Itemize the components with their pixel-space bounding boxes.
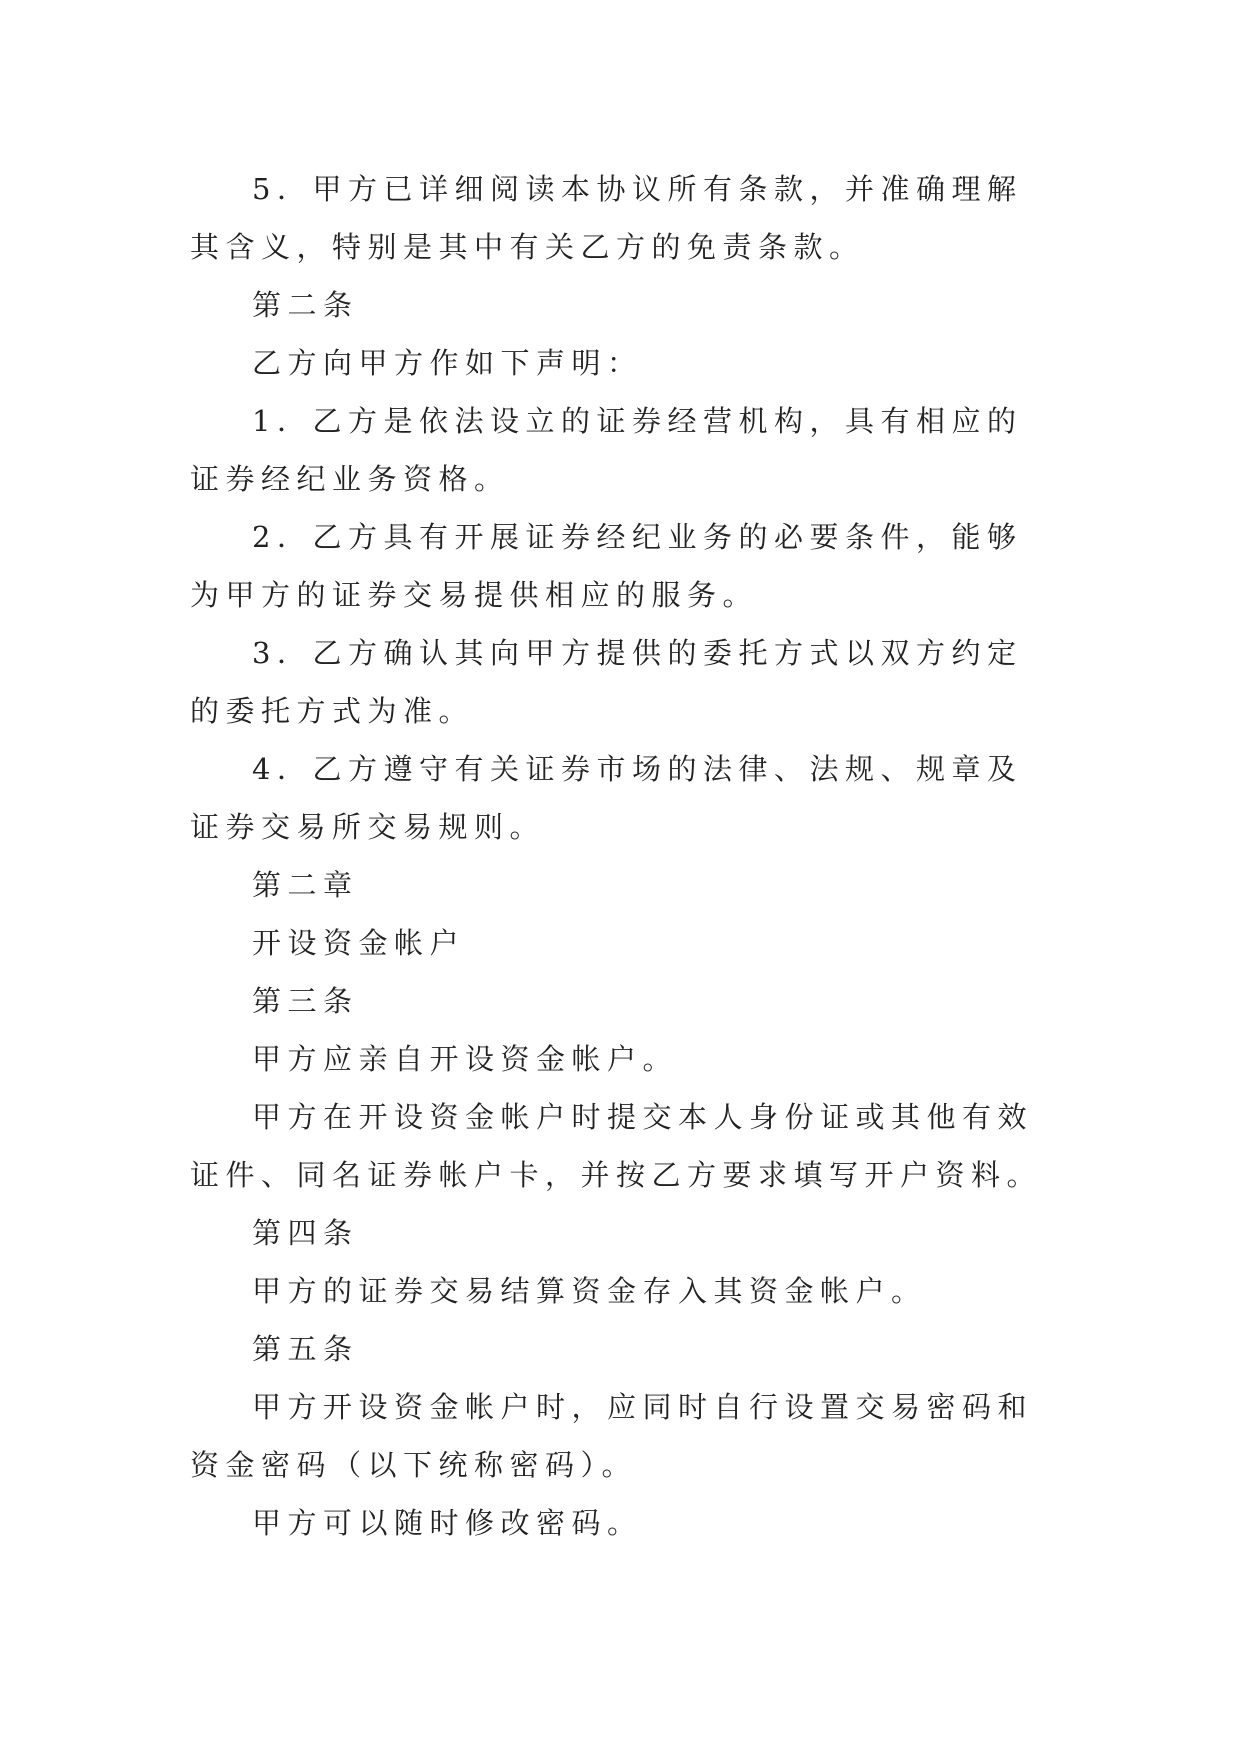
document-body (190, 160, 1050, 1552)
paragraph-clause-5: 5．甲方已详细阅读本协议所有条款，并准确理解其含义，特别是其中有关乙方的免责条款。 (190, 172, 1023, 264)
paragraph-article-5-2: 甲方可以随时修改密码。 (252, 1506, 643, 1540)
heading-article-3: 第三条 (252, 984, 359, 1018)
paragraph-declaration-3: 3．乙方确认其向甲方提供的委托方式以双方约定的委托方式为准。 (190, 636, 1023, 728)
paragraph-article-5-1: 甲方开设资金帐户时，应同时自行设置交易密码和资金密码（以下统称密码）。 (190, 1390, 1034, 1482)
heading-article-5: 第五条 (252, 1332, 359, 1366)
heading-chapter-2: 第二章 (252, 868, 359, 902)
paragraph-article-3-1: 甲方应亲自开设资金帐户。 (252, 1042, 679, 1076)
paragraph-declaration-2: 2．乙方具有开展证券经纪业务的必要条件，能够为甲方的证券交易提供相应的服务。 (190, 520, 1023, 612)
paragraph-article-3-2: 甲方在开设资金帐户时提交本人身份证或其他有效证件、同名证券帐户卡，并按乙方要求填写开户资料。 (190, 1100, 1043, 1192)
heading-chapter-2-title: 开设资金帐户 (252, 926, 466, 960)
paragraph-article-4: 甲方的证券交易结算资金存入其资金帐户。 (252, 1274, 927, 1308)
heading-article-2: 第二条 (252, 288, 359, 322)
paragraph-declaration-1: 1．乙方是依法设立的证券经营机构，具有相应的证券经纪业务资格。 (190, 404, 1023, 496)
heading-article-4: 第四条 (252, 1216, 359, 1250)
paragraph-declaration-intro: 乙方向甲方作如下声明： (252, 346, 643, 380)
paragraph-declaration-4: 4．乙方遵守有关证券市场的法律、法规、规章及证券交易所交易规则。 (190, 752, 1023, 844)
